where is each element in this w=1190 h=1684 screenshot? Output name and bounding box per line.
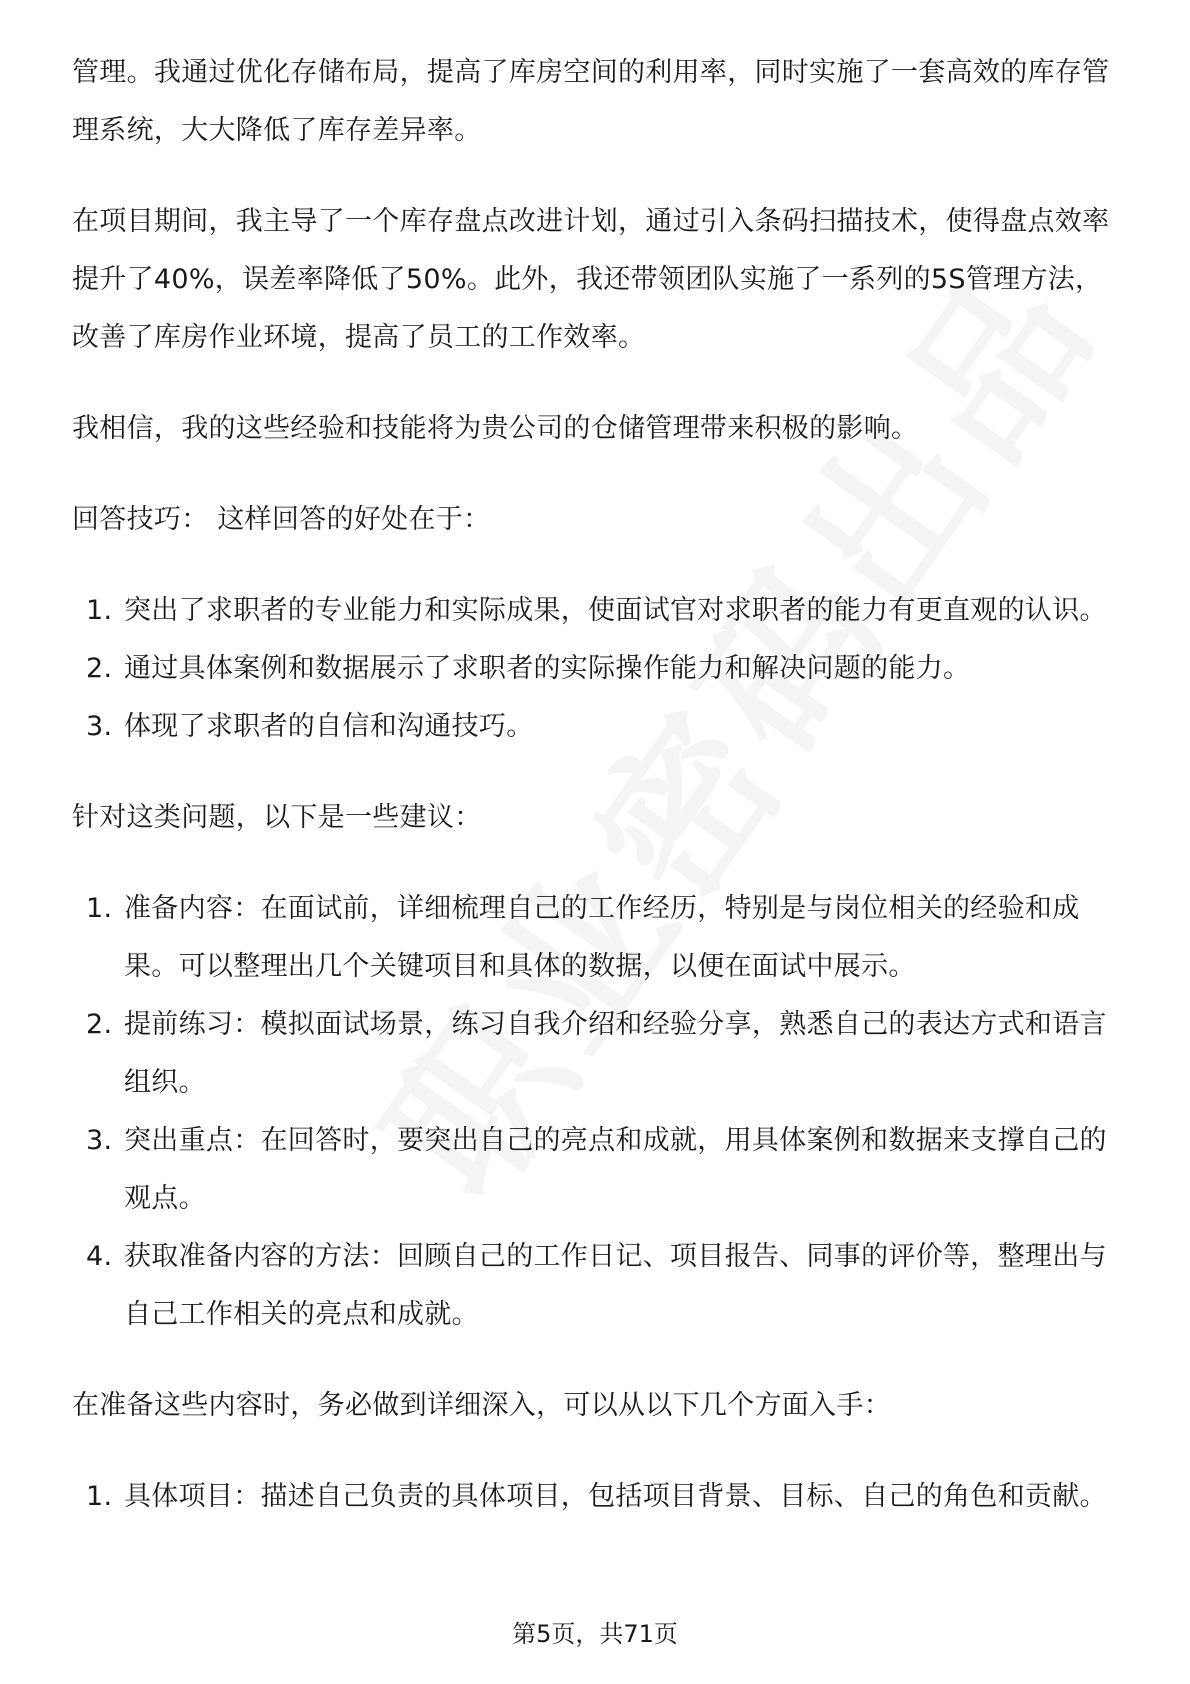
document-body (72, 44, 1122, 1526)
list-item: 3. 体现了求职者的自信和沟通技巧。 (86, 711, 534, 742)
preparation-list (72, 1468, 1122, 1526)
preparation-heading: 在准备这些内容时，务必做到详细深入，可以从以下几个方面入手： (72, 1390, 891, 1421)
paragraph-2: 在项目期间，我主导了一个库存盘点改进计划，通过引入条码扫描技术，使得盘点效率提升了40%，误差率降低了50%。此外，我还带领团队实施了一系列的5S管理方法，改善了库房作业环境，提高了员工的工作效率。 (72, 206, 1110, 353)
answer-tips-heading: 回答技巧： 这样回答的好处在于： (72, 504, 491, 535)
paragraph-3: 我相信，我的这些经验和技能将为贵公司的仓储管理带来积极的影响。 (72, 413, 919, 444)
list-item: 1. 突出了求职者的专业能力和实际成果，使面试官对求职者的能力有更直观的认识。 (86, 595, 1107, 626)
paragraph-1: 管理。我通过优化存储布局，提高了库房空间的利用率，同时实施了一套高效的库存管理系统，大大降低了库存差异率。 (72, 57, 1110, 146)
benefits-list (72, 582, 1122, 756)
list-item: 2. 提前练习：模拟面试场景，练习自我介绍和经验分享，熟悉自己的表达方式和语言组织。 (86, 1009, 1107, 1098)
suggestions-heading: 针对这类问题，以下是一些建议： (72, 802, 482, 833)
list-item: 1. 具体项目：描述自己负责的具体项目，包括项目背景、目标、自己的角色和贡献。 (86, 1481, 1107, 1512)
suggestions-list (72, 880, 1122, 1344)
list-item: 4. 获取准备内容的方法：回顾自己的工作日记、项目报告、同事的评价等，整理出与自己工作相关的亮点和成就。 (86, 1241, 1107, 1330)
list-item: 3. 突出重点：在回答时，要突出自己的亮点和成就，用具体案例和数据来支撑自己的观点。 (86, 1125, 1107, 1214)
list-item: 2. 通过具体案例和数据展示了求职者的实际操作能力和解决问题的能力。 (86, 653, 971, 684)
page-footer: 第5页，共71页 (512, 1620, 678, 1648)
list-item: 1. 准备内容：在面试前，详细梳理自己的工作经历，特别是与岗位相关的经验和成果。可以整理出几个关键项目和具体的数据，以便在面试中展示。 (86, 893, 1080, 982)
